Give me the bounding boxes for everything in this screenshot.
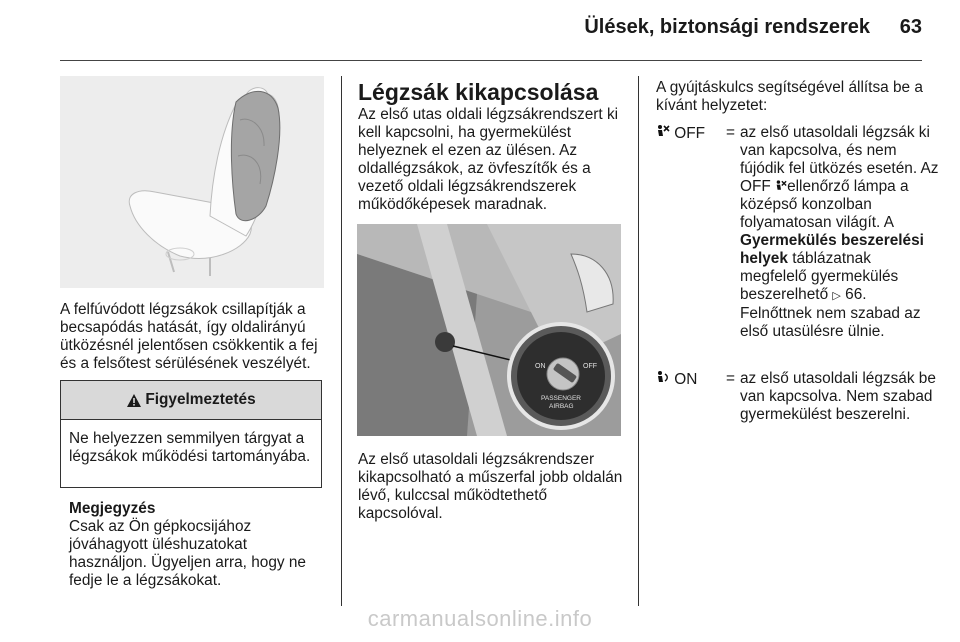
off-position-row bbox=[656, 124, 939, 370]
switch-on-label: ON bbox=[535, 363, 546, 370]
airbag-switch-photo bbox=[357, 224, 621, 436]
airbag-on-icon bbox=[656, 370, 670, 384]
header-rule bbox=[60, 60, 922, 61]
equals-sign: = bbox=[726, 124, 735, 141]
note-block bbox=[69, 500, 329, 590]
warning-header bbox=[61, 381, 321, 420]
page-reference-icon: ▷ bbox=[832, 290, 841, 302]
position-intro: A gyújtáskulcs segítségével állítsa be a kívánt helyzetet: bbox=[656, 79, 923, 114]
seat-airbag-illustration bbox=[60, 76, 324, 288]
airbag-off-lamp-icon bbox=[775, 179, 787, 192]
switch-passenger-label: PASSENGER bbox=[541, 395, 581, 402]
watermark: carmanualsonline.info bbox=[367, 606, 593, 631]
warning-triangle-icon bbox=[126, 393, 142, 408]
airbag-paragraph: A felfúvódott légzsákok csillapítják a becsapódás hatását, így oldalirányú ütközésnél jelentősen csökkentik a fej és a felsőtest sérülésének veszélyét. bbox=[60, 301, 318, 372]
warning-box bbox=[60, 380, 322, 488]
switch-caption: Az első utasoldali légzsákrendszer kikapcsolható a műszerfal jobb oldalán lévő, kulccsal működtethető kapcsolóval. bbox=[358, 451, 623, 522]
note-title: Megjegyzés bbox=[69, 500, 156, 517]
off-label: OFF bbox=[656, 124, 705, 143]
section-intro: Az első utas oldali légzsákrendszert ki kell kapcsolni, ha gyermekülést helyeznek el ezen az ülésen. Az oldallégzsákok, az övfeszítők és a vezető oldali légzsákrendszerek működőképesek maradnak. bbox=[358, 106, 619, 213]
switch-off-label: OFF bbox=[583, 363, 597, 370]
page-header-title: Ülések, biztonsági rendszerek bbox=[584, 16, 870, 38]
off-description: az első utasoldali légzsák ki van kapcsolva, és nem fújódik fel ütközés esetén. Az OFF ellenőrző lámpa a középső konzolban folyamatosan világít. A Gyermekülés beszerelési helyek táblázatnak megfelelő gyermekülés beszerelhető ▷ 66. Felnőttnek nem szabad az első utasülésre ülnie. bbox=[740, 124, 939, 340]
airbag-off-icon bbox=[656, 124, 670, 138]
warning-title: Figyelmeztetés bbox=[145, 391, 256, 408]
on-description: az első utasoldali légzsák be van kapcsolva. Nem szabad gyermekülést beszerelni. bbox=[740, 370, 936, 423]
note-text: Csak az Ön gépkocsijához jóváhagyott üléshuzatokat használjon. Ügyeljen arra, hogy ne fedje le a légzsákokat. bbox=[69, 518, 306, 589]
equals-sign: = bbox=[726, 370, 735, 387]
column-divider bbox=[341, 76, 342, 606]
on-position-row bbox=[656, 370, 936, 442]
warning-text: Ne helyezzen semmilyen tárgyat a légzsákok működési tartományába. bbox=[69, 430, 311, 465]
page-reference: 66. bbox=[845, 286, 867, 303]
switch-airbag-label: AIRBAG bbox=[549, 403, 574, 410]
on-label: ON bbox=[656, 370, 697, 389]
page-number: 63 bbox=[899, 16, 922, 38]
section-heading: Légzsák kikapcsolása bbox=[358, 79, 599, 105]
column-divider bbox=[638, 76, 639, 606]
